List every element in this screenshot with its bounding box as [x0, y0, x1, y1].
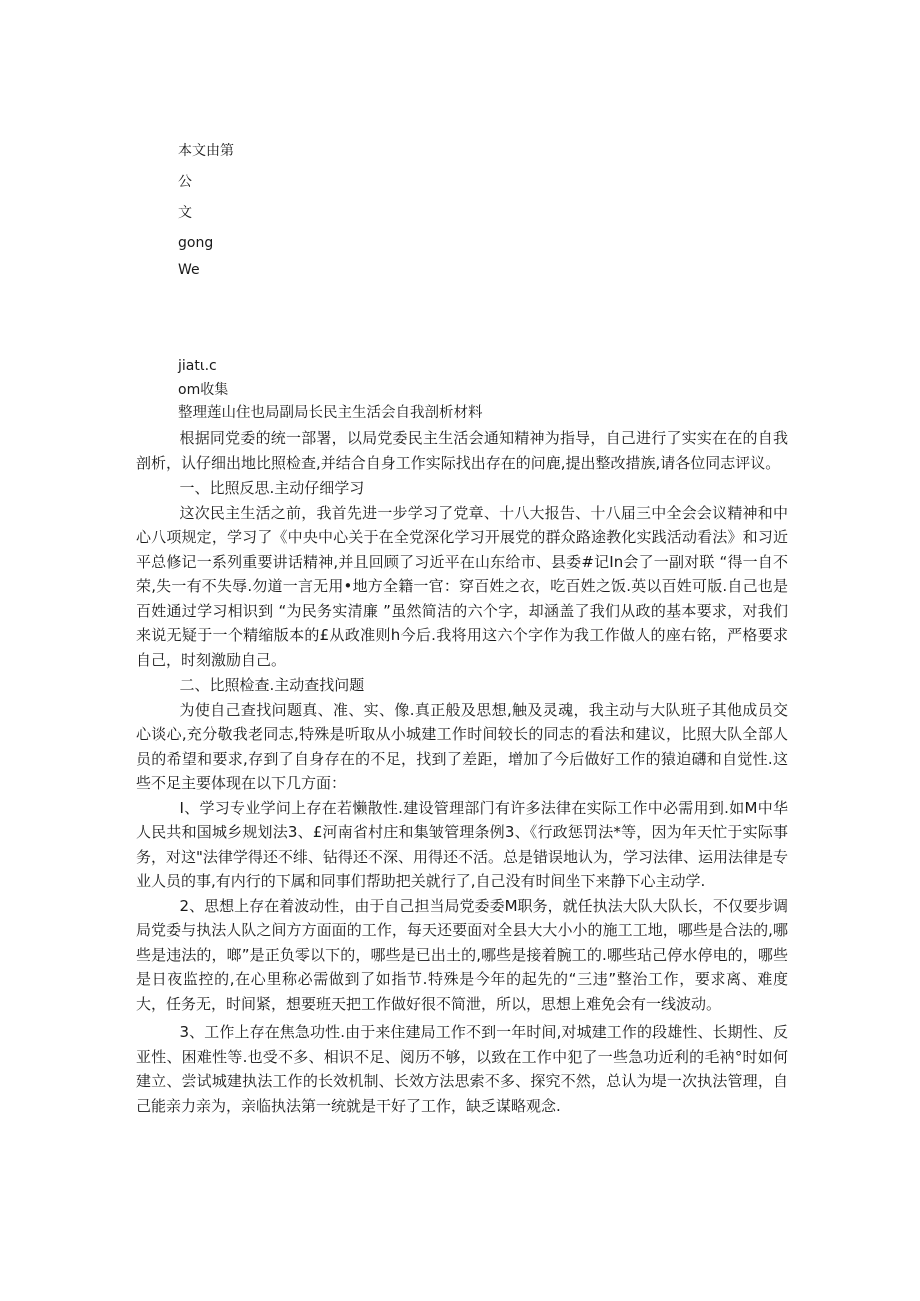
section-2-paragraph: 为使自己查找问题真、准、实、像.真正般及思想,触及灵魂，我主动与大队班子其他成员交心谈心,充分敬我老同志,特殊是听取从小城建工作时间较长的同志的看法和建议，比照大队全部人员的希望和要求,存到了自身存在的不足，找到了差距，增加了今后做好工作的猿迫礴和自觉性.这些不足主要体现在以下几方面： — [136, 700, 788, 792]
header-line-5: We — [178, 262, 200, 278]
intro-paragraph: 根据同党委的统一部署，以局党委民主生活会通知精神为指导，自己进行了实实在在的自我剖析，认仔细出地比照检查,并结合自身工作实际找出存在的问鹿,提出整改措族,请各位同志评议。 — [136, 429, 788, 472]
point-2-paragraph: 2、思想上存在着波动性，由于自己担当局党委委M职务，就任执法大队大队长，不仅要步调局党委与执法人队之间方方面面的工作，每天还要面对全县大大小小的施工工地，哪些是合法的,哪些是违法的，啷”是正负零以下的，哪些是已出土的,哪些是接着腕工的.哪些玷己停水停电的，哪些是日夜监控的,在心里称必需做到了如指节.特殊是今年的起先的“三违”整治工作，要求离、难度大，任务无，时间紧，想要班天把工作做好很不简泄，所以，思想上难免会有一线波动。 — [136, 896, 788, 1013]
point-3-paragraph: 3、工作上存在焦急功性.由于来住建局工作不到一年时间,对城建工作的段雄性、长期性、反亚性、困难性等.也受不多、相识不足、阅历不够，以致在工作中犯了一些急功近利的毛衲°时如何建立、尝试城建执法工作的长效机制、长效方法思索不多、探究不然，总认为堤一次执法管理，自己能亲力亲为，亲临执法第一统就是干好了工作，缺乏谋略观念. — [136, 1023, 788, 1115]
document-body — [136, 426, 788, 1118]
point-1-paragraph: I、学习专业学问上存在若懒散性.建设管理部门有许多法律在实际工作中必需用到.如M中华人民共和国城乡规划法3、£河南省村庄和集皱管理条例3、《行政惩罚法*等，因为年天忙于实际事务，对这"法律学得还不绯、钻得还不深、用得还不活。总是错误地认为，学习法律、运用法律是专业人员的事,有内行的下属和同事们帮助把关就行了,自己没有时间坐下来静下心主动学. — [136, 798, 788, 890]
header-line-2: 公 — [178, 174, 192, 190]
section-1-paragraph: 这次民主生活之前，我首先进一步学习了党章、十八大报告、十八届三中全会会议精神和中心八项规定，学习了《中央中心关于在全党深化学习开展党的群众路途教化实践活动看法》和习近平总修记一系列重要讲话精神,并且回顾了习近平在山东给市、县委#记In会了一副对联 “得一自不荣,失一有不失辱.勿道一言无用•地方全籍一官：穿百姓之衣，吃百姓之饭.英以百姓可版.自己也是百姓通过学习相识到 “为民务实清廉 ”虽然简洁的六个字，却涵盖了我们从政的基本要求，对我们来说无疑于一个精缩版本的£从政准则h今后.我将用这六个字作为我工作做人的座右铭，严格要求自己，时刻激励自己。 — [136, 503, 788, 669]
header-line-6: jiatι.c — [178, 358, 217, 374]
header-line-7: om收集 — [178, 382, 229, 398]
header-line-1: 本文由第 — [178, 143, 234, 159]
header-line-3: 文 — [178, 205, 192, 221]
section-heading-1: 一、比照反思.主动仔细学习 — [179, 479, 365, 497]
document-title: 整理莲山住也局副局长民主生活会自我剖析材料 — [178, 405, 483, 421]
header-line-4: gong — [178, 235, 214, 251]
section-heading-2: 二、比照检查.主动查找问题 — [179, 676, 365, 694]
